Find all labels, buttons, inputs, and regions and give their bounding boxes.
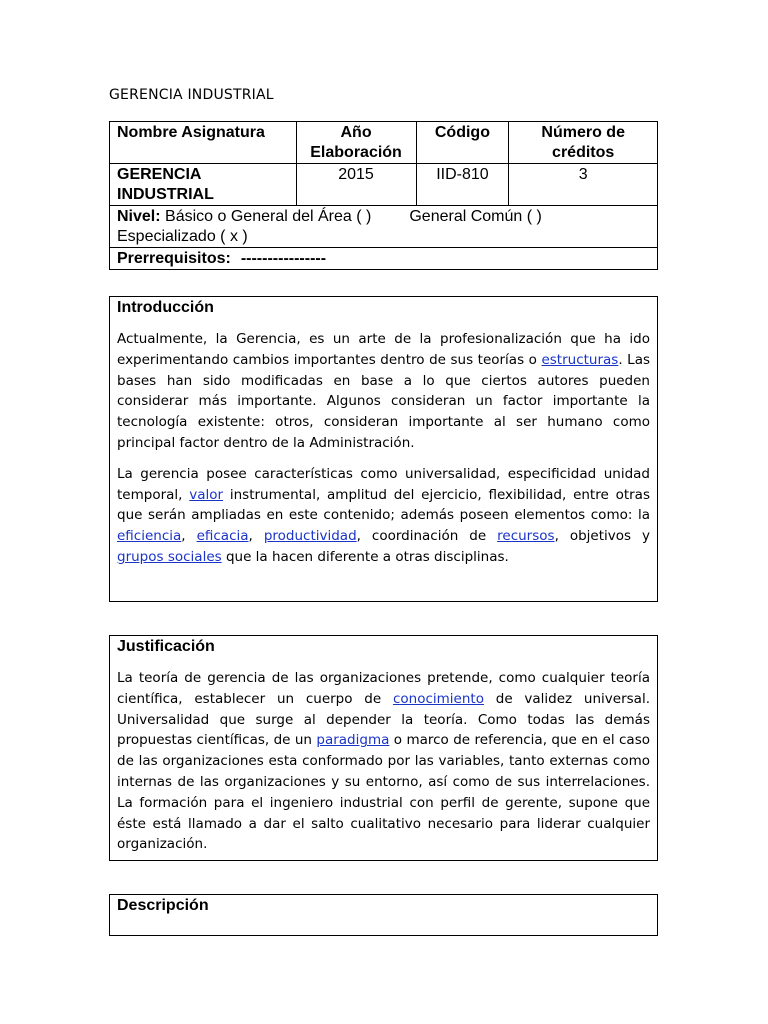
document-title: GERENCIA INDUSTRIAL [109, 87, 274, 103]
header-codigo: Código [416, 122, 509, 164]
introduccion-paragraph-1: Actualmente, la Gerencia, es un arte de la profesionalización que ha ido experimentando cambios importantes dentro de sus teorías o estructuras. Las bases han sido modificadas en base a lo que ciertos autores pueden considerar más importante. Algunos consideran un factor importante la tecnología existente: otros, consideran importante al ser humano como principal factor dentro de la Administración. [117, 331, 651, 451]
header-numero-creditos: Número de créditos [509, 122, 658, 164]
course-credits-cell: 3 [509, 164, 658, 206]
descripcion-section [109, 894, 658, 936]
justificacion-heading: Justificación [117, 638, 215, 655]
link-estructuras[interactable]: estructuras [541, 351, 619, 368]
link-productividad[interactable]: productividad [263, 528, 357, 545]
link-eficiencia[interactable]: eficiencia [117, 528, 182, 545]
link-eficacia[interactable]: eficacia [196, 528, 249, 545]
introduccion-paragraph-2: La gerencia posee características como universalidad, especificidad unidad temporal, valor instrumental, amplitud del ejercicio, flexibilidad, entre otras que serán ampliadas en este contenido; además poseen elementos como: la eficiencia, eficacia, productividad, coordinación de recursos, objetivos y grupos sociales que la hacen diferente a otras disciplinas. [117, 465, 651, 565]
descripcion-heading: Descripción [117, 897, 209, 914]
nivel-row [110, 206, 658, 248]
table-header-row [110, 122, 658, 164]
table-row [110, 164, 658, 206]
nivel-option-especializado: Especializado ( x ) [117, 228, 248, 245]
header-ano-elaboracion: Año Elaboración [296, 122, 416, 164]
link-valor[interactable]: valor [189, 486, 224, 503]
nivel-option-general-comun: General Común ( ) [409, 208, 542, 225]
prerrequisitos-cell [110, 248, 658, 270]
header-nombre-asignatura: Nombre Asignatura [110, 122, 297, 164]
course-year-cell: 2015 [296, 164, 416, 206]
introduccion-heading: Introducción [117, 299, 214, 316]
nivel-label: Nivel: [117, 208, 161, 225]
link-grupos-sociales[interactable]: grupos sociales [117, 548, 222, 565]
link-recursos[interactable]: recursos [497, 528, 555, 545]
course-code-cell: IID-810 [416, 164, 509, 206]
link-conocimiento[interactable]: conocimiento [392, 690, 484, 707]
justificacion-section [109, 635, 658, 861]
nivel-option-basico: Básico o General del Área ( ) [165, 208, 372, 225]
justificacion-paragraph: La teoría de gerencia de las organizaciones pretende, como cualquier teoría científica, establecer un cuerpo de conocimiento de validez universal. Universalidad que surge al depender la teoría. Como todas las demás propuestas científicas, de un paradigma o marco de referencia, que en el caso de las organizaciones esta conformado por las variables, tanto externas como internas de las organizaciones y su entorno, así como de sus interrelaciones. La formación para el ingeniero industrial con perfil de gerente, supone que éste está llamado a dar el salto cualitativo necesario para liderar cualquier organización. [117, 670, 650, 853]
prerrequisitos-label: Prerrequisitos: [117, 250, 231, 267]
prerrequisitos-value: ---------------- [240, 250, 327, 267]
course-name-cell: GERENCIA INDUSTRIAL [110, 164, 297, 206]
introduccion-section [109, 296, 658, 602]
nivel-cell [110, 206, 658, 248]
link-paradigma[interactable]: paradigma [316, 732, 390, 749]
course-info-table [109, 121, 658, 270]
prerrequisitos-row [110, 248, 658, 270]
